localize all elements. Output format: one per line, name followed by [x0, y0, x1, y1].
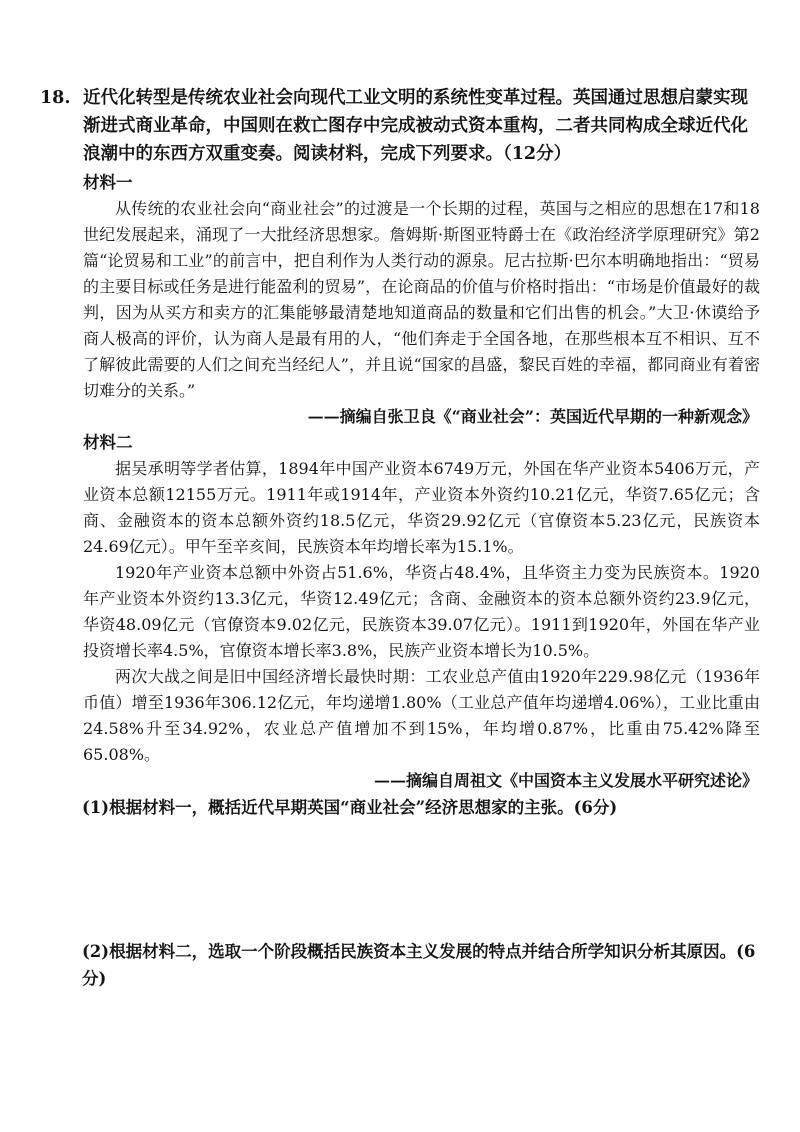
material2-label: 材料二	[83, 433, 133, 452]
question-intro: 近代化转型是传统农业社会向现代工业文明的系统性变革过程。英国通过思想启蒙实现渐进式商业革命，中国则在救亡图存中完成被动式资本重构，二者共同构成全球近代化浪潮中的东西方双重变奏。阅读材料，完成下列要求。（12分）	[83, 88, 748, 164]
question-stem	[40, 84, 760, 168]
material1-paragraph: 从传统的农业社会向“商业社会”的过渡是一个长期的过程，英国与之相应的思想在17和18世纪发展起来，涌现了一大批经济思想家。詹姆斯·斯图亚特爵士在《政治经济学原理研究》第2篇“论贸易和工业”的前言中，把自利作为人类行动的源泉。尼古拉斯·巴尔本明确地指出：“贸易的主要目标或任务是进行能盈利的贸易”，在论商品的价值与价格时指出：“市场是价值最好的裁判，因为从买方和卖方的汇集能够最清楚地知道商品的数量和它们出售的机会。”大卫·休谟给予商人极高的评价，认为商人是最有用的人，“他们奔走于全国各地，在那些根本互不相识、互不了解彼此需要的人们之间充当经纪人”，并且说“国家的昌盛，黎民百姓的幸福，都同商业有着密切难分的关系。”	[83, 199, 760, 400]
material1-label: 材料一	[83, 173, 133, 192]
answer-space-1	[40, 821, 760, 938]
material2-paragraph-2: 1920年产业资本总额中外资占51.6%，华资占48.4%，且华资主力变为民族资本。1920年产业资本外资约13.3亿元，华资12.49亿元；含商、金融资本的资本总额外资约23.9亿元，华资48.09亿元（官僚资本9.02亿元，民族资本39.07亿元）。1911到1920年，外国在华产业投资增长率4.5%，官僚资本增长率3.8%，民族产业资本增长为10.5%。	[83, 563, 760, 660]
material2-paragraph-1: 据吴承明等学者估算，1894年中国产业资本6749万元，外国在华产业资本5406万元，产业资本总额12155万元。1911年或1914年，产业资本外资约10.21亿元，华资7.65亿元；含商、金融资本的资本总额外资约18.5亿元，华资29.92亿元（官僚资本5.23亿元，民族资本24.69亿元）。甲午至辛亥间，民族资本年均增长率为15.1%。	[83, 459, 760, 556]
sub-question-2: (2)根据材料二，选取一个阶段概括民族资本主义发展的特点并结合所学知识分析其原因。(6分)	[82, 942, 756, 988]
sub-question-1: (1)根据材料一，概括近代早期英国“商业社会”经济思想家的主张。(6分)	[82, 798, 618, 817]
material1-source: ——摘编自张卫良《“商业社会”：英国近代早期的一种新观念》	[307, 407, 758, 426]
material2-paragraph-3: 两次大战之间是旧中国经济增长最快时期：工农业总产值由1920年229.98亿元（1936年币值）增至1936年306.12亿元，年均递增1.80%（工业总产值年均递增4.06%），工业比重由24.58%升至34.92%，农业总产值增加不到15%，年均增0.87%，比重由75.42%降至65.08%。	[83, 667, 760, 764]
question-number: 18.	[40, 88, 71, 108]
material2-source: ——摘编自周祖文《中国资本主义发展水平研究述论》	[373, 771, 758, 790]
